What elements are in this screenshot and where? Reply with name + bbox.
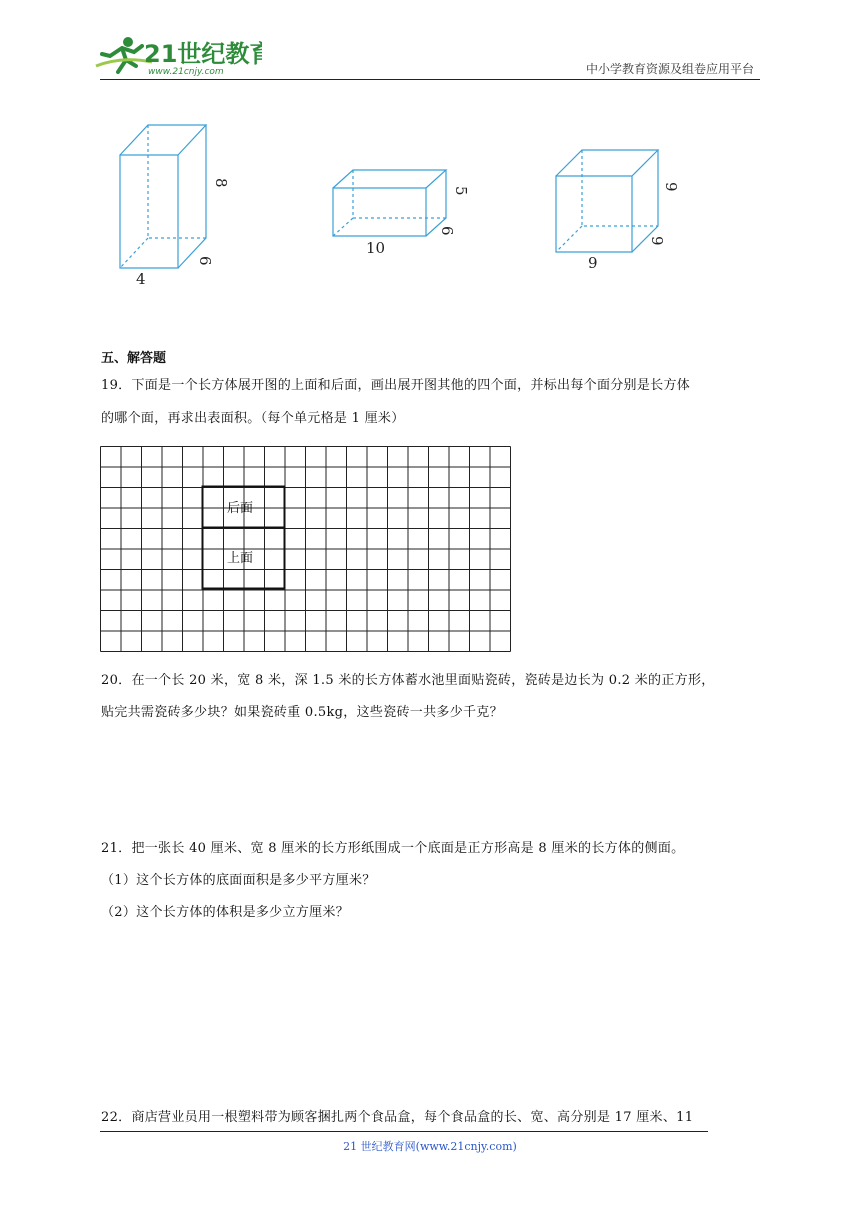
cuboid-1 <box>90 110 250 299</box>
cuboid-figures <box>90 110 710 300</box>
q21-sub1: （1）这个长方体的底面面积是多少平方厘米？ <box>101 873 376 888</box>
face-label-back: 后面 <box>227 501 254 516</box>
cuboid-2 <box>326 160 486 274</box>
box2-width-label: 10 <box>366 239 386 257</box>
box3-depth-label: 9 <box>648 236 666 246</box>
box1-height-label: 8 <box>212 178 230 188</box>
box2-height-label: 5 <box>452 186 470 196</box>
box2-depth-label: 6 <box>438 226 456 236</box>
q21-sub2: （2）这个长方体的体积是多少立方厘米？ <box>101 905 349 920</box>
footer-text: 21 世纪教育网(www.21cnjy.com) <box>343 1140 517 1153</box>
box1-width-label: 4 <box>136 270 146 288</box>
logo-text: 21世纪教育 <box>144 40 262 68</box>
platform-name: 中小学教育资源及组卷应用平台 <box>585 62 754 76</box>
section-title: 五、解答题 <box>101 351 167 366</box>
cuboid-3 <box>550 146 710 280</box>
q21-text-line1: 21．把一张长 40 厘米、宽 8 厘米的长方形纸围成一个底面是正方形高是 8 厘米的长方体的侧面。 <box>101 841 685 856</box>
box1-depth-label: 6 <box>196 256 214 266</box>
q20-text-line2: 贴完共需瓷砖多少块？如果瓷砖重 0.5kg，这些瓷砖一共多少千克？ <box>101 705 503 720</box>
footer-divider <box>100 1131 708 1132</box>
box3-width-label: 9 <box>588 254 598 272</box>
q20-text-line1: 20．在一个长 20 米，宽 8 米，深 1.5 米的长方体蓄水池里面贴瓷砖，瓷砖是边长为 0.2 米的正方形， <box>101 673 715 688</box>
site-logo <box>92 32 262 80</box>
face-label-top: 上面 <box>227 551 254 566</box>
header-divider <box>100 79 760 80</box>
q19-text-line1: 19．下面是一个长方体展开图的上面和后面，画出展开图其他的四个面，并标出每个面分别是长方体 <box>101 378 691 393</box>
q22-text-line1: 22．商店营业员用一根塑料带为顾客捆扎两个食品盒，每个食品盒的长、宽、高分别是 17 厘米、11 <box>101 1110 694 1125</box>
q19-text-line2: 的哪个面，再求出表面积。（每个单元格是 1 厘米） <box>101 411 405 426</box>
q19-grid <box>100 446 512 656</box>
box3-height-label: 9 <box>662 182 680 192</box>
logo-url: www.21cnjy.com <box>148 67 224 77</box>
